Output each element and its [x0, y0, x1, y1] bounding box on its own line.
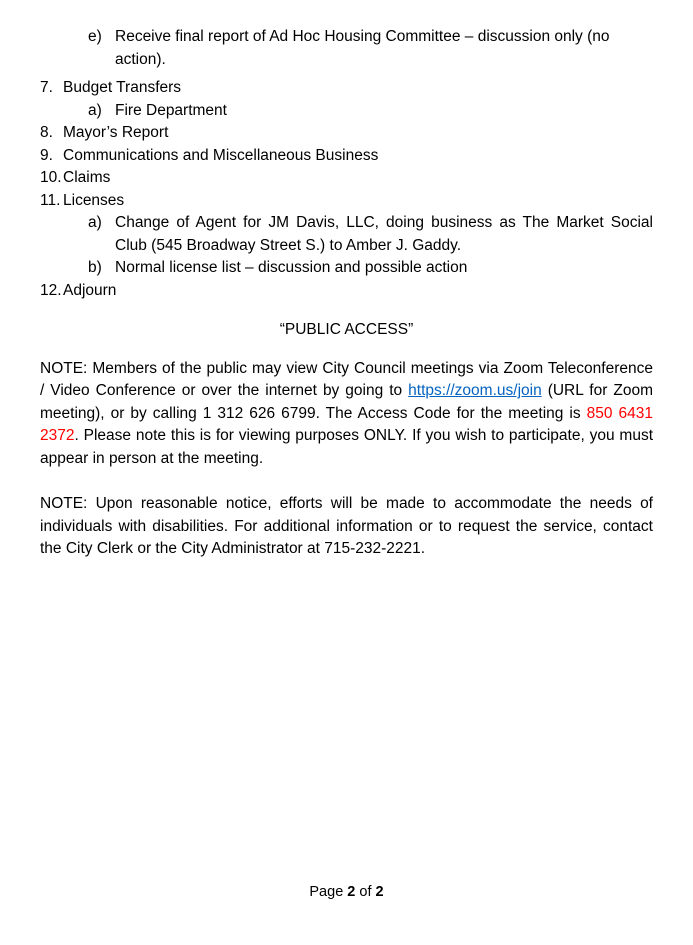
- agenda-item-8: [40, 122, 653, 145]
- agenda-item-11a: [40, 212, 653, 257]
- agenda-item-text: Licenses: [63, 191, 125, 209]
- agenda-list: [40, 26, 653, 302]
- agenda-item-text: Normal license list – discussion and possible action: [115, 259, 468, 276]
- agenda-item-marker: a): [88, 101, 102, 119]
- note-zoom-part1: NOTE: Members of the public may view City Council meetings via Zoom Teleconference / Video Conference or over the internet by going to: [40, 359, 653, 399]
- page-footer: [0, 881, 693, 904]
- agenda-item-text: Claims: [63, 169, 111, 186]
- agenda-item-marker: 9.: [40, 146, 53, 164]
- note-accessibility: NOTE: Upon reasonable notice, efforts will be made to accommodate the needs of individuals with disabilities. For additional information or to request the service, contact the City Clerk or the City Administrator at 715-232-2221.: [40, 495, 653, 557]
- agenda-item-marker: 8.: [40, 124, 53, 141]
- agenda-item-7a: [40, 100, 653, 123]
- public-access-heading: “PUBLIC ACCESS”: [279, 321, 414, 338]
- note-zoom-access: [40, 358, 653, 471]
- agenda-item-text: Change of Agent for JM Davis, LLC, doing business as The Market Social Club (545 Broadway Street S.) to Amber J. Gaddy.: [115, 214, 653, 254]
- agenda-item-marker: 7.: [40, 79, 53, 96]
- agenda-item-marker: 12.: [40, 281, 62, 299]
- agenda-item-11: [40, 190, 653, 213]
- agenda-item-marker: 10.: [40, 169, 62, 186]
- zoom-meeting-link[interactable]: https://zoom.us/join: [408, 382, 542, 399]
- agenda-item-marker: a): [88, 214, 102, 231]
- agenda-item-text: Mayor’s Report: [63, 124, 169, 141]
- footer-page-number: 2: [347, 883, 356, 900]
- agenda-item-e: [40, 26, 653, 71]
- agenda-item-9: [40, 145, 653, 168]
- footer-total-pages: 2: [375, 883, 384, 900]
- agenda-item-marker: 11.: [40, 191, 61, 209]
- note-zoom-part2: (URL for Zoom meeting), or by calling 1 312 626 6799. The Access Code for the meeting is: [40, 382, 653, 422]
- footer-prefix: Page: [309, 883, 344, 900]
- agenda-item-text: Receive final report of Ad Hoc Housing Committee – discussion only (no action).: [115, 28, 610, 68]
- agenda-item-text: Fire Department: [115, 101, 227, 119]
- access-code: 850 6431 2372: [40, 404, 653, 444]
- agenda-item-11b: [40, 257, 653, 280]
- agenda-item-10: [40, 167, 653, 190]
- agenda-item-12: [40, 280, 653, 303]
- note-zoom-part3: . Please note this is for viewing purposes ONLY. If you wish to participate, you must appear in person at the meeting.: [40, 427, 653, 467]
- agenda-item-text: Budget Transfers: [63, 79, 182, 96]
- agenda-item-marker: e): [88, 28, 102, 45]
- agenda-item-text: Adjourn: [63, 281, 117, 299]
- footer-of: of: [359, 883, 372, 900]
- agenda-item-7: [40, 77, 653, 100]
- agenda-item-marker: b): [88, 259, 102, 276]
- agenda-item-text: Communications and Miscellaneous Business: [63, 146, 379, 164]
